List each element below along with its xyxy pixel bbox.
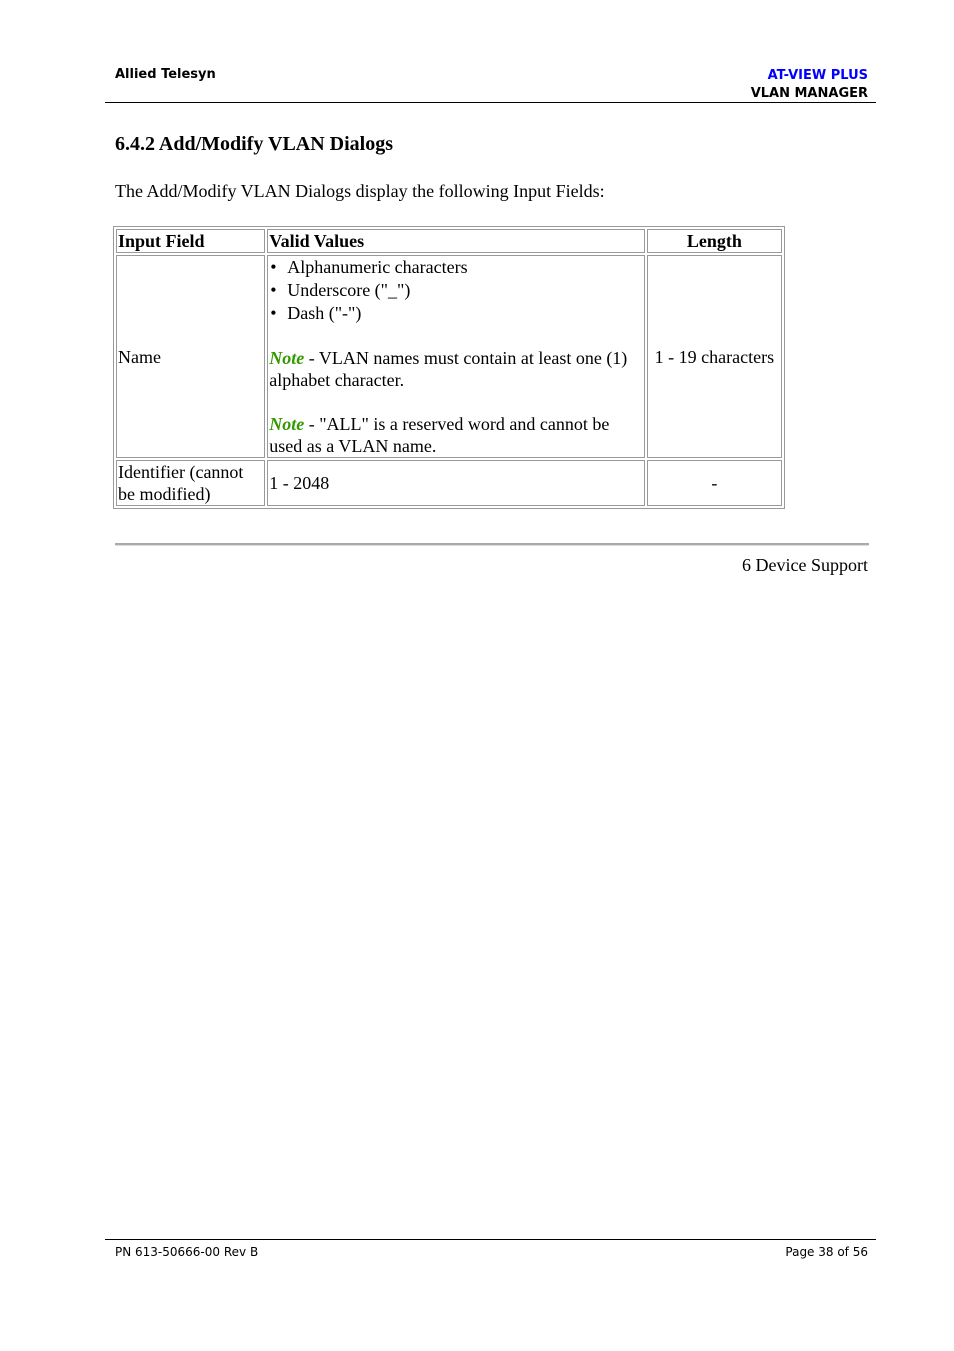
column-header-input-field: Input Field: [116, 229, 265, 253]
list-item: • Alphanumeric characters: [269, 256, 643, 279]
list-item: • Underscore ("_"): [269, 279, 643, 302]
valid-values-list: [269, 256, 643, 325]
table-row: [116, 460, 782, 506]
section-title: 6.4.2 Add/Modify VLAN Dialogs: [115, 133, 394, 155]
note-paragraph: [269, 413, 643, 457]
field-name-cell: Name: [116, 255, 265, 458]
note-label: Note: [269, 348, 305, 368]
page-number: Page 38 of 56: [785, 1245, 868, 1259]
note-text: - VLAN names must contain at least one (1) alphabet character.: [269, 348, 628, 390]
footer-divider: [105, 1239, 876, 1240]
spacer: [269, 391, 643, 413]
column-header-length: Length: [647, 229, 782, 253]
header-divider: [105, 102, 876, 103]
note-label: Note: [269, 414, 305, 434]
note-text: - "ALL" is a reserved word and cannot be used as a VLAN name.: [269, 414, 610, 456]
input-fields-table: [113, 226, 785, 509]
spacer: [269, 325, 643, 347]
length-cell: -: [647, 460, 782, 506]
company-name: Allied Telesyn: [115, 67, 216, 82]
part-number: PN 613-50666-00 Rev B: [115, 1245, 259, 1259]
product-name: AT-VIEW PLUS: [767, 68, 868, 83]
length-cell: 1 - 19 characters: [647, 255, 782, 458]
table-row: [116, 255, 782, 458]
section-divider: [115, 543, 869, 546]
section-intro: The Add/Modify VLAN Dialogs display the following Input Fields:: [115, 181, 605, 201]
document-title: [751, 67, 868, 103]
module-name: VLAN MANAGER: [750, 86, 868, 101]
note-paragraph: [269, 347, 643, 391]
list-item: • Dash ("-"): [269, 302, 643, 325]
valid-values-cell: 1 - 2048: [267, 460, 645, 506]
column-header-valid-values: Valid Values: [267, 229, 645, 253]
field-name-cell: Identifier (cannot be modified): [116, 460, 265, 506]
valid-values-cell: [267, 255, 645, 458]
chapter-label: 6 Device Support: [742, 555, 868, 575]
table-header-row: [116, 229, 782, 253]
